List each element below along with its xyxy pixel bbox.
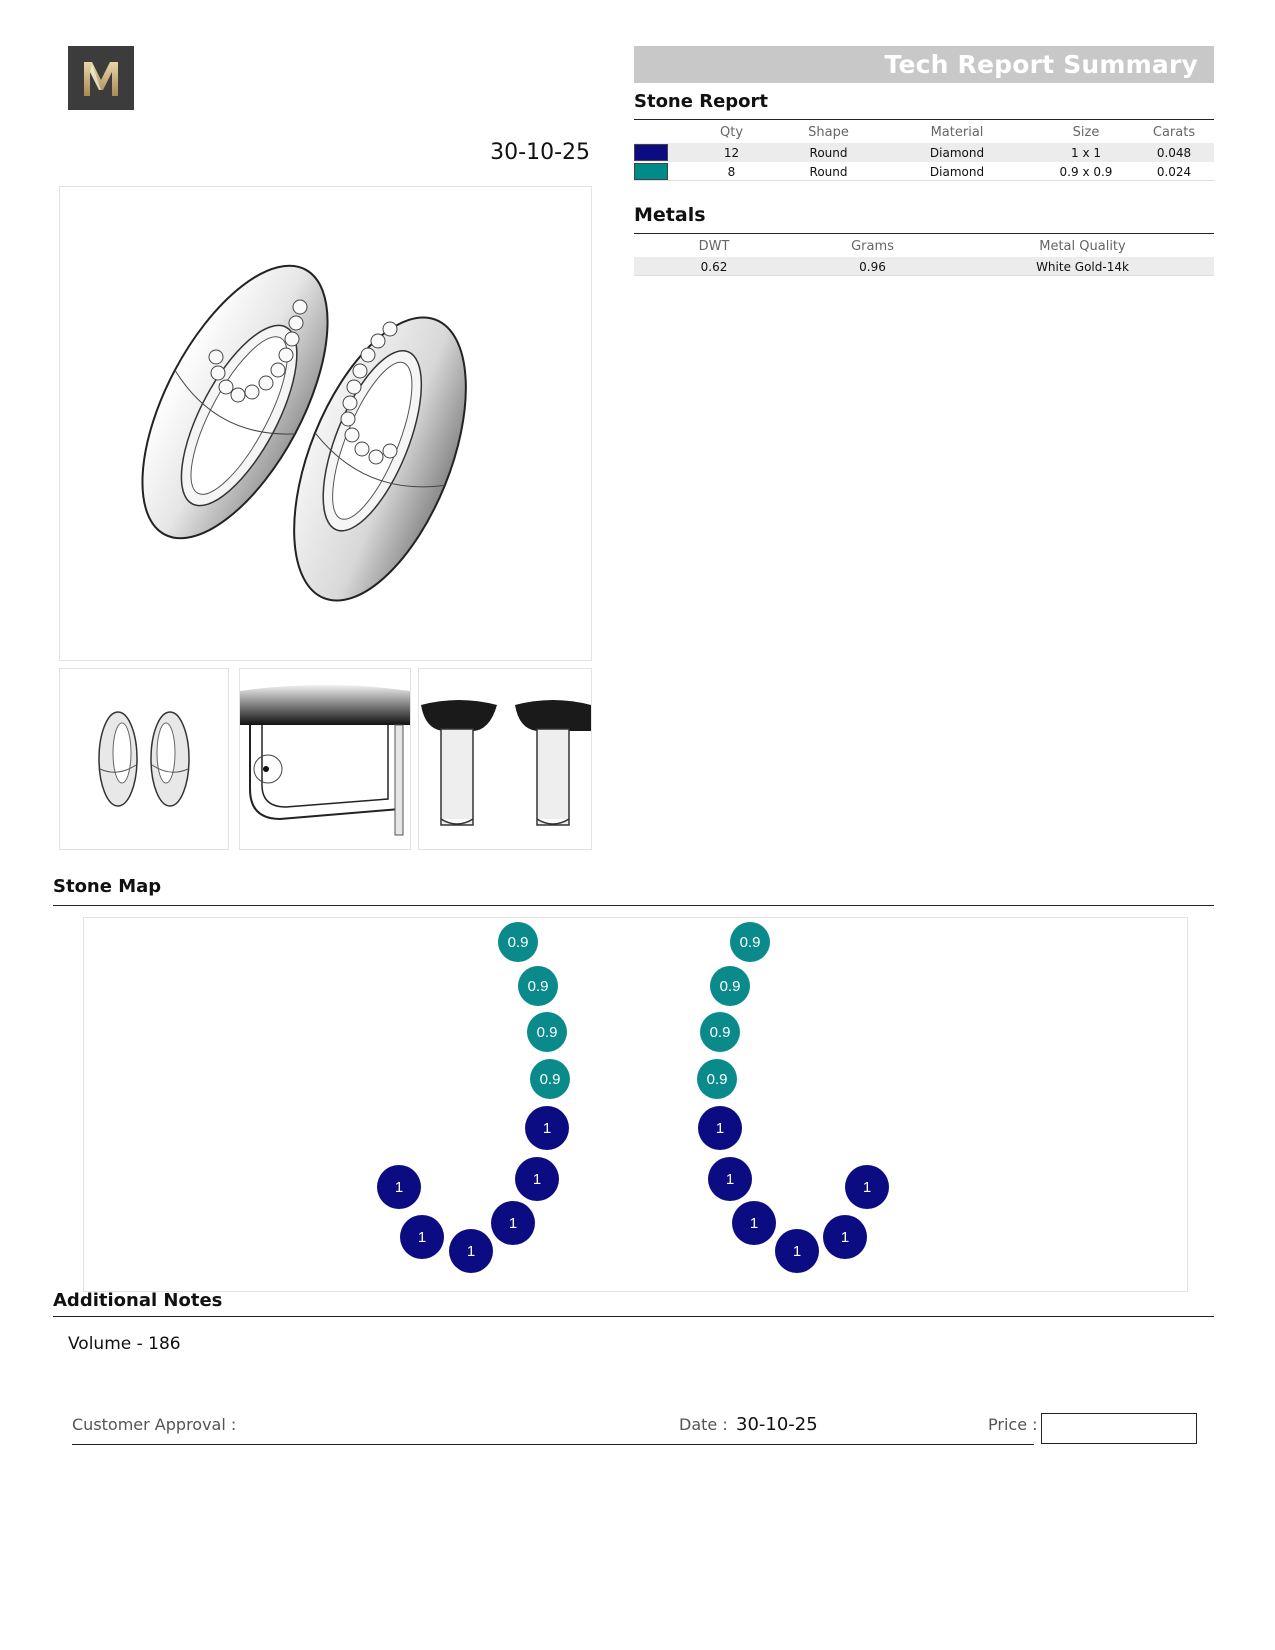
material-cell: Diamond <box>876 143 1038 162</box>
stone-marker <box>823 1215 867 1259</box>
dwt-cell: 0.62 <box>634 257 794 276</box>
stone-marker <box>775 1229 819 1273</box>
thumbnail-profile-view <box>418 668 592 850</box>
stone-marker <box>527 1012 567 1052</box>
stone-label: 0.9 <box>709 1024 731 1041</box>
company-logo <box>68 46 134 110</box>
thumbnail-front-view <box>59 668 229 850</box>
shape-cell: Round <box>781 143 876 162</box>
metal-quality-cell: White Gold-14k <box>951 257 1214 276</box>
size-cell: 0.9 x 0.9 <box>1059 164 1113 179</box>
qty-cell: 12 <box>682 143 781 162</box>
stone-marker <box>515 1157 559 1201</box>
stone-marker <box>698 1106 742 1150</box>
stone-report-bottom-rule <box>634 180 1214 181</box>
stone-label: 1 <box>542 1120 552 1137</box>
metals-table <box>634 235 1214 276</box>
color-swatch-blue <box>634 144 668 161</box>
notes-text: Volume - 186 <box>68 1334 181 1354</box>
stone-report-header-row <box>634 121 1214 143</box>
col-material: Material <box>930 124 984 140</box>
stone-label: 0.9 <box>507 934 529 951</box>
stone-marker <box>708 1157 752 1201</box>
main-render-image <box>59 186 592 661</box>
stone-label: 1 <box>840 1229 850 1246</box>
stone-label: 1 <box>749 1215 759 1232</box>
report-date: 30-10-25 <box>490 140 590 165</box>
stone-report-heading: Stone Report <box>634 91 769 112</box>
approval-date-label: Date : <box>679 1415 728 1434</box>
stone-label: 0.9 <box>739 934 761 951</box>
stone-label: 0.9 <box>539 1071 561 1088</box>
col-grams: Grams <box>851 238 894 254</box>
metals-header-row <box>634 235 1214 257</box>
stone-label: 0.9 <box>527 978 549 995</box>
carats-cell: 0.024 <box>1156 164 1192 179</box>
col-qty: Qty <box>719 124 744 140</box>
table-row <box>634 257 1214 276</box>
table-row <box>634 143 1214 162</box>
stone-report-table <box>634 121 1214 181</box>
stone-marker <box>498 922 538 962</box>
stone-map-rule <box>53 905 1214 906</box>
stone-label: 1 <box>532 1171 542 1188</box>
stone-label: 1 <box>417 1229 427 1246</box>
stone-label: 1 <box>792 1243 802 1260</box>
stone-marker <box>518 966 558 1006</box>
additional-notes-heading: Additional Notes <box>53 1290 223 1311</box>
stone-marker <box>700 1012 740 1052</box>
customer-approval-label: Customer Approval : <box>72 1415 237 1434</box>
stone-marker <box>530 1059 570 1099</box>
col-carats: Carats <box>1152 124 1196 140</box>
stone-label: 0.9 <box>536 1024 558 1041</box>
stone-marker <box>525 1106 569 1150</box>
table-row <box>634 162 1214 181</box>
stone-label: 0.9 <box>706 1071 728 1088</box>
stone-marker <box>710 966 750 1006</box>
stone-marker <box>730 922 770 962</box>
metals-rule <box>634 233 1214 234</box>
stone-map-heading: Stone Map <box>53 876 162 897</box>
col-metal-quality: Metal Quality <box>1039 238 1126 254</box>
stone-marker <box>491 1201 535 1245</box>
stone-marker <box>400 1215 444 1259</box>
stone-marker <box>845 1165 889 1209</box>
notes-rule <box>53 1316 1214 1317</box>
col-shape: Shape <box>808 124 849 140</box>
col-size: Size <box>1072 124 1100 140</box>
grams-cell: 0.96 <box>794 257 951 276</box>
approval-date-value: 30-10-25 <box>736 1414 818 1435</box>
stone-marker <box>732 1201 776 1245</box>
stone-marker <box>449 1229 493 1273</box>
color-swatch-teal <box>634 163 668 180</box>
qty-cell: 8 <box>727 164 736 179</box>
shape-cell: Round <box>809 164 848 179</box>
stone-map <box>83 917 1188 1292</box>
stone-label: 1 <box>394 1179 404 1196</box>
stone-marker <box>377 1165 421 1209</box>
stone-label: 1 <box>715 1120 725 1137</box>
material-cell: Diamond <box>929 164 985 179</box>
price-label: Price : <box>988 1415 1038 1434</box>
size-cell: 1 x 1 <box>1038 143 1134 162</box>
stone-label: 1 <box>725 1171 735 1188</box>
report-title: Tech Report Summary <box>884 50 1198 79</box>
stone-marker <box>697 1059 737 1099</box>
metals-bottom-rule <box>634 275 1214 276</box>
approval-signature-line <box>72 1444 1034 1445</box>
carats-cell: 0.048 <box>1134 143 1214 162</box>
stone-label: 1 <box>466 1243 476 1260</box>
stone-label: 1 <box>862 1179 872 1196</box>
thumbnail-side-view <box>239 668 411 850</box>
metals-heading: Metals <box>634 204 706 226</box>
report-title-bar <box>634 46 1214 83</box>
stone-label: 1 <box>508 1215 518 1232</box>
col-dwt: DWT <box>698 238 730 254</box>
stone-report-rule <box>634 119 1214 120</box>
stone-label: 0.9 <box>719 978 741 995</box>
price-field[interactable] <box>1041 1413 1197 1444</box>
